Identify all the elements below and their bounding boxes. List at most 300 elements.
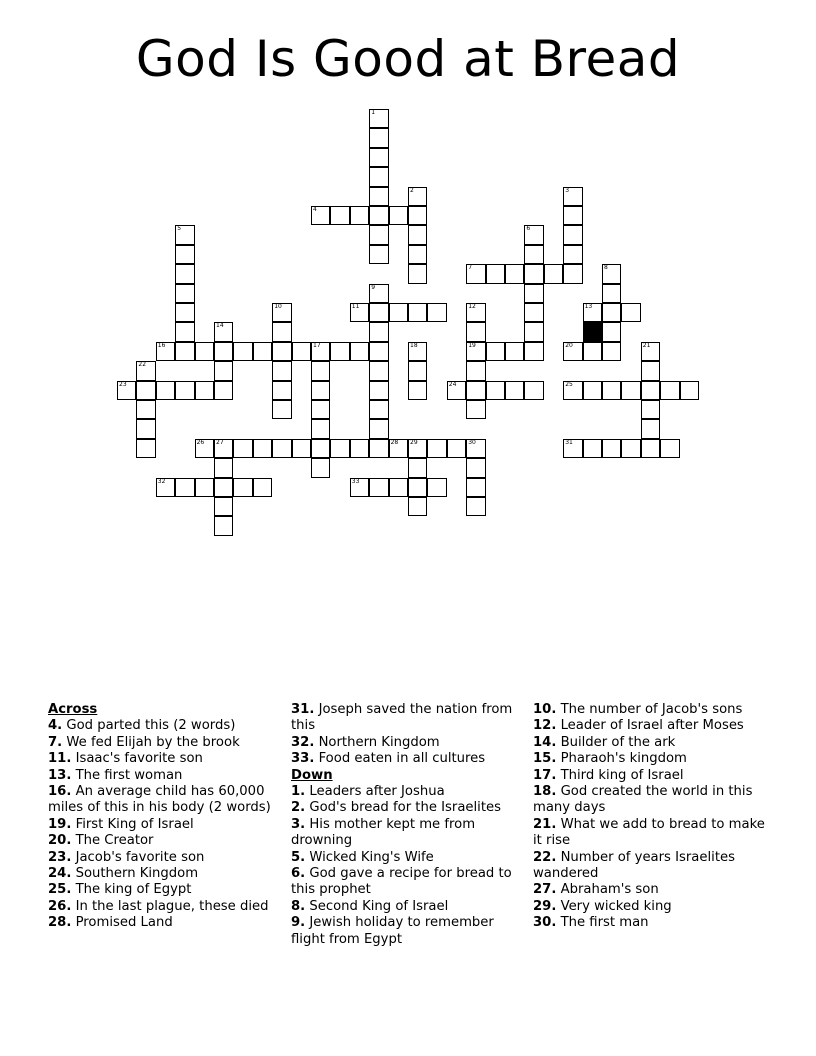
grid-cell[interactable]: [253, 439, 272, 458]
grid-cell[interactable]: [486, 264, 505, 283]
grid-cell[interactable]: [369, 128, 388, 147]
grid-cell[interactable]: [621, 439, 640, 458]
clue-number-label: 21.: [533, 816, 557, 832]
grid-cell[interactable]: [505, 264, 524, 283]
clue-item: [533, 768, 769, 784]
grid-cell[interactable]: [466, 458, 485, 477]
clue-number-label: 27.: [533, 882, 557, 898]
clue-number: 23: [119, 380, 127, 388]
clue-item: [291, 735, 521, 751]
grid-cell[interactable]: [175, 264, 194, 283]
clue-text: Leaders after Joshua: [305, 784, 445, 800]
grid-cell[interactable]: [350, 439, 369, 458]
clue-text: The king of Egypt: [71, 882, 192, 898]
down-clue-list: [291, 784, 521, 948]
grid-cell[interactable]: [195, 381, 214, 400]
grid-cell[interactable]: [369, 245, 388, 264]
grid-cell[interactable]: [136, 419, 155, 438]
across-heading: Across: [48, 702, 98, 717]
grid-cell[interactable]: [272, 303, 291, 322]
clue-item: [291, 817, 521, 850]
clue-number-label: 9.: [291, 915, 306, 931]
grid-cell[interactable]: [311, 400, 330, 419]
grid-cell[interactable]: [583, 303, 602, 322]
grid-cell[interactable]: [175, 284, 194, 303]
clue-number: 7: [468, 264, 473, 272]
clue-text: An average child has 60,000 miles of this in his body (2 words): [48, 784, 271, 816]
clue-number: 11: [351, 303, 360, 310]
clue-text: Southern Kingdom: [71, 866, 199, 882]
clue-number-label: 7.: [48, 734, 63, 750]
grid-cell[interactable]: [330, 439, 349, 458]
grid-cell[interactable]: [175, 245, 194, 264]
grid-cell[interactable]: [369, 187, 388, 206]
grid-cell[interactable]: [311, 342, 330, 361]
grid-cell[interactable]: [466, 322, 485, 341]
clue-number-label: 12.: [533, 718, 557, 734]
clue-number-label: 18.: [533, 784, 557, 800]
grid-cell[interactable]: [195, 439, 214, 458]
grid-cell[interactable]: [136, 361, 155, 380]
clue-number: 5: [177, 225, 182, 233]
clue-text: What we add to bread to make it rise: [533, 816, 765, 849]
grid-cell[interactable]: [195, 478, 214, 497]
grid-cell[interactable]: [563, 439, 582, 458]
grid-cell[interactable]: [466, 303, 485, 322]
clue-item: [533, 899, 769, 915]
clue-number: 24: [448, 380, 457, 388]
clue-number-label: 31.: [291, 702, 315, 717]
clues-column-2: [291, 702, 521, 948]
clue-number: 22: [138, 361, 147, 369]
grid-cell[interactable]: [408, 478, 427, 497]
grid-cell[interactable]: [233, 439, 252, 458]
clue-item: [533, 850, 769, 883]
grid-cell[interactable]: [447, 381, 466, 400]
grid-cell[interactable]: [389, 439, 408, 458]
clue-number: 13: [584, 303, 593, 310]
grid-cell[interactable]: [369, 478, 388, 497]
grid-cell[interactable]: [408, 439, 427, 458]
clue-number: 31: [565, 438, 573, 446]
grid-cell[interactable]: [524, 264, 543, 283]
clue-number-label: 29.: [533, 898, 557, 914]
grid-cell[interactable]: [330, 342, 349, 361]
grid-cell[interactable]: [466, 497, 485, 516]
grid-cell[interactable]: [389, 478, 408, 497]
grid-cell[interactable]: [214, 497, 233, 516]
grid-cell[interactable]: [563, 264, 582, 283]
clue-text: Leader of Israel after Moses: [556, 718, 744, 734]
grid-cell[interactable]: [214, 322, 233, 341]
clue-number: 3: [565, 186, 570, 194]
grid-cell[interactable]: [524, 322, 543, 341]
grid-cell[interactable]: [680, 381, 699, 400]
grid-cell[interactable]: [602, 439, 621, 458]
grid-cell[interactable]: [253, 478, 272, 497]
grid-cell[interactable]: [175, 342, 194, 361]
clue-item: [533, 817, 769, 850]
grid-cell[interactable]: [369, 148, 388, 167]
grid-cell[interactable]: [272, 400, 291, 419]
clue-number: 32: [157, 477, 166, 485]
clue-item: [291, 751, 521, 767]
grid-cell[interactable]: [175, 322, 194, 341]
clue-item: [48, 751, 280, 767]
grid-cell[interactable]: [408, 225, 427, 244]
clue-item: [533, 915, 769, 931]
clue-number: 12: [468, 303, 476, 310]
clue-number: 9: [371, 283, 376, 291]
grid-cell[interactable]: [369, 206, 388, 225]
grid-cell[interactable]: [524, 381, 543, 400]
clue-item: [48, 833, 280, 849]
clue-text: In the last plague, these died: [71, 898, 269, 914]
grid-cell[interactable]: [524, 245, 543, 264]
grid-cell[interactable]: [369, 400, 388, 419]
clue-text: Food eaten in all cultures: [314, 751, 486, 767]
grid-cell[interactable]: [350, 478, 369, 497]
grid-cell[interactable]: [292, 342, 311, 361]
clue-number: 16: [157, 341, 166, 349]
clue-number-label: 13.: [48, 767, 72, 783]
clue-item: [48, 735, 280, 751]
clue-number: 29: [410, 438, 418, 446]
grid-cell[interactable]: [233, 478, 252, 497]
grid-cell[interactable]: [369, 225, 388, 244]
grid-cell[interactable]: [175, 478, 194, 497]
down-heading: Down: [291, 767, 333, 783]
clue-text: The Creator: [71, 833, 154, 849]
grid-cell[interactable]: [602, 342, 621, 361]
grid-cell[interactable]: [272, 439, 291, 458]
clue-number-label: 6.: [291, 866, 306, 882]
grid-cell[interactable]: [214, 439, 233, 458]
clue-number: 1: [371, 109, 376, 116]
grid-cell[interactable]: [369, 284, 388, 303]
grid-cell[interactable]: [156, 478, 175, 497]
grid-cell[interactable]: [408, 206, 427, 225]
grid-cell[interactable]: [292, 439, 311, 458]
clue-number-label: 5.: [291, 849, 306, 865]
grid-cell[interactable]: [214, 342, 233, 361]
clue-number-label: 11.: [48, 751, 72, 767]
grid-cell[interactable]: [272, 322, 291, 341]
clue-text: Second King of Israel: [305, 898, 449, 914]
grid-cell[interactable]: [369, 381, 388, 400]
clue-number-label: 24.: [48, 866, 72, 882]
grid-cell[interactable]: [369, 303, 388, 322]
grid-cell[interactable]: [156, 381, 175, 400]
clue-text: God parted this (2 words): [62, 718, 236, 734]
clue-text: Promised Land: [71, 915, 173, 931]
clue-item: [533, 718, 769, 734]
clue-text: Abraham's son: [556, 882, 659, 898]
grid-cell[interactable]: [253, 342, 272, 361]
grid-cell[interactable]: [544, 264, 563, 283]
clue-text: God created the world in this many days: [533, 784, 753, 816]
clue-text: Very wicked king: [556, 898, 672, 914]
down-clue-list-continued: [533, 702, 769, 932]
grid-cell[interactable]: [350, 206, 369, 225]
grid-cell[interactable]: [136, 381, 155, 400]
clue-item: [48, 915, 280, 931]
grid-cell[interactable]: [369, 109, 388, 128]
clue-text: Joseph saved the nation from this: [291, 702, 513, 734]
clue-item: [48, 784, 280, 817]
grid-cell[interactable]: [466, 478, 485, 497]
clue-number-label: 4.: [48, 718, 63, 734]
grid-cell[interactable]: [369, 419, 388, 438]
clue-item: [533, 784, 769, 817]
clue-number-label: 32.: [291, 734, 315, 750]
grid-cell[interactable]: [195, 342, 214, 361]
grid-cell[interactable]: [602, 264, 621, 283]
clue-text: Jacob's favorite son: [71, 849, 205, 865]
grid-cell[interactable]: [466, 264, 485, 283]
grid-cell[interactable]: [408, 458, 427, 477]
clue-item: [48, 817, 280, 833]
grid-cell[interactable]: [214, 478, 233, 497]
clue-item: [533, 751, 769, 767]
grid-cell[interactable]: [641, 419, 660, 438]
grid-cell[interactable]: [563, 206, 582, 225]
clue-number: 28: [390, 438, 399, 446]
clue-text: Builder of the ark: [556, 734, 676, 750]
grid-cell[interactable]: [505, 342, 524, 361]
clue-number-label: 22.: [533, 849, 557, 865]
grid-cell[interactable]: [311, 439, 330, 458]
grid-cell[interactable]: [311, 458, 330, 477]
grid-cell[interactable]: [156, 342, 175, 361]
clue-number: 21: [642, 341, 651, 349]
clue-number: 4: [313, 206, 317, 213]
grid-cell[interactable]: [233, 342, 252, 361]
grid-cell[interactable]: [136, 439, 155, 458]
clue-text: God gave a recipe for bread to this prophet: [291, 866, 512, 898]
clue-item: [291, 702, 521, 735]
clue-text: His mother kept me from drowning: [291, 816, 476, 849]
grid-cell[interactable]: [602, 284, 621, 303]
clue-text: Pharaoh's kingdom: [556, 751, 687, 767]
clue-text: The number of Jacob's sons: [556, 702, 743, 717]
grid-cell[interactable]: [136, 400, 155, 419]
grid-cell[interactable]: [408, 187, 427, 206]
grid-cell[interactable]: [563, 225, 582, 244]
clue-item: [291, 800, 521, 816]
clue-number: 10: [274, 303, 282, 310]
grid-cell[interactable]: [408, 342, 427, 361]
grid-cell[interactable]: [524, 303, 543, 322]
clue-number: 20: [565, 341, 573, 349]
clue-item: [48, 768, 280, 784]
grid-cell[interactable]: [621, 381, 640, 400]
grid-cell[interactable]: [408, 264, 427, 283]
grid-cell[interactable]: [272, 342, 291, 361]
grid-cell[interactable]: [369, 342, 388, 361]
grid-cell[interactable]: [117, 381, 136, 400]
grid-cell[interactable]: [524, 342, 543, 361]
clue-item: [291, 866, 521, 899]
grid-cell[interactable]: [563, 381, 582, 400]
clue-text: The first man: [556, 915, 649, 931]
grid-cell[interactable]: [330, 206, 349, 225]
clue-item: [291, 784, 521, 800]
grid-cell[interactable]: [311, 206, 330, 225]
grid-cell[interactable]: [369, 439, 388, 458]
grid-cell[interactable]: [583, 381, 602, 400]
clue-text: Isaac's favorite son: [71, 751, 203, 767]
clue-item: [48, 882, 280, 898]
grid-cell[interactable]: [175, 303, 194, 322]
grid-cell[interactable]: [369, 167, 388, 186]
grid-cell[interactable]: [408, 303, 427, 322]
grid-cell[interactable]: [369, 322, 388, 341]
grid-cell[interactable]: [175, 225, 194, 244]
clue-number-label: 16.: [48, 784, 72, 800]
puzzle-title: God Is Good at Bread: [135, 30, 681, 88]
clue-text: Northern Kingdom: [314, 734, 440, 750]
clue-number-label: 17.: [533, 767, 557, 783]
grid-cell[interactable]: [408, 245, 427, 264]
grid-cell[interactable]: [583, 439, 602, 458]
clue-item: [291, 899, 521, 915]
clue-number-label: 3.: [291, 816, 306, 832]
grid-cell[interactable]: [408, 381, 427, 400]
clue-number-label: 8.: [291, 898, 306, 914]
grid-cell[interactable]: [466, 342, 485, 361]
clue-text: God's bread for the Israelites: [305, 800, 502, 816]
grid-cell[interactable]: [389, 303, 408, 322]
clue-number-label: 14.: [533, 734, 557, 750]
grid-cell[interactable]: [563, 342, 582, 361]
grid-cell[interactable]: [447, 439, 466, 458]
clue-item: [291, 915, 521, 948]
clues-column-3: [533, 702, 769, 932]
grid-cell[interactable]: [350, 303, 369, 322]
clue-number: 18: [410, 341, 418, 349]
clue-item: [533, 702, 769, 718]
clue-number-label: 25.: [48, 882, 72, 898]
grid-cell[interactable]: [621, 303, 640, 322]
clue-number: 26: [196, 438, 205, 446]
across-clue-list-continued: [291, 702, 521, 768]
clues-column-1: [48, 702, 280, 932]
grid-cell[interactable]: [486, 381, 505, 400]
grid-cell[interactable]: [214, 381, 233, 400]
grid-cell[interactable]: [214, 516, 233, 535]
clue-number: 27: [216, 438, 224, 446]
clue-text: Jewish holiday to remember flight from Egypt: [291, 915, 494, 947]
grid-cell[interactable]: [408, 497, 427, 516]
grid-cell[interactable]: [427, 303, 446, 322]
clue-number-label: 20.: [48, 833, 72, 849]
grid-cell[interactable]: [602, 381, 621, 400]
grid-cell[interactable]: [175, 381, 194, 400]
clue-text: The first woman: [71, 767, 183, 783]
grid-cell[interactable]: [524, 225, 543, 244]
grid-cell[interactable]: [466, 400, 485, 419]
clue-text: Third king of Israel: [556, 767, 684, 783]
clue-item: [533, 735, 769, 751]
grid-cell[interactable]: [641, 381, 660, 400]
clue-item: [48, 899, 280, 915]
clue-text: We fed Elijah by the brook: [62, 734, 240, 750]
clue-number: 17: [313, 341, 321, 349]
clue-text: Wicked King's Wife: [305, 849, 434, 865]
grid-cell[interactable]: [466, 439, 485, 458]
clue-item: [291, 850, 521, 866]
grid-cell[interactable]: [641, 361, 660, 380]
grid-cell[interactable]: [369, 361, 388, 380]
clue-number: 14: [216, 322, 224, 330]
grid-cell[interactable]: [602, 322, 621, 341]
clue-item: [48, 718, 280, 734]
grid-cell[interactable]: [563, 245, 582, 264]
clue-number-label: 30.: [533, 915, 557, 931]
clue-number-label: 23.: [48, 849, 72, 865]
clue-item: [48, 866, 280, 882]
grid-cell[interactable]: [408, 361, 427, 380]
grid-cell[interactable]: [272, 361, 291, 380]
clue-number-label: 19.: [48, 816, 72, 832]
grid-cell[interactable]: [583, 342, 602, 361]
clue-number: 2: [410, 186, 414, 194]
clue-number: 33: [351, 477, 360, 485]
clue-number-label: 10.: [533, 702, 557, 717]
grid-cell[interactable]: [466, 361, 485, 380]
clue-text: Number of years Israelites wandered: [533, 849, 735, 882]
clue-number: 30: [468, 438, 476, 446]
grid-cell[interactable]: [602, 303, 621, 322]
grid-cell[interactable]: [505, 381, 524, 400]
grid-cell[interactable]: [214, 361, 233, 380]
clue-number: 8: [604, 264, 608, 272]
grid-cell[interactable]: [641, 400, 660, 419]
grid-cell[interactable]: [486, 342, 505, 361]
black-square: [583, 322, 602, 341]
clue-number-label: 33.: [291, 751, 315, 767]
grid-cell[interactable]: [563, 187, 582, 206]
clue-number: 6: [526, 225, 531, 233]
clue-number-label: 28.: [48, 915, 72, 931]
grid-cell[interactable]: [524, 284, 543, 303]
grid-cell[interactable]: [272, 381, 291, 400]
clue-text: First King of Israel: [71, 816, 194, 832]
grid-cell[interactable]: [311, 419, 330, 438]
grid-cell[interactable]: [660, 381, 679, 400]
clue-number-label: 15.: [533, 751, 557, 767]
grid-cell[interactable]: [427, 439, 446, 458]
grid-cell[interactable]: [466, 381, 485, 400]
clue-number: 19: [468, 341, 476, 349]
grid-cell[interactable]: [641, 439, 660, 458]
grid-cell[interactable]: [641, 342, 660, 361]
grid-cell[interactable]: [427, 478, 446, 497]
grid-cell[interactable]: [350, 342, 369, 361]
grid-cell[interactable]: [214, 458, 233, 477]
clue-item: [533, 882, 769, 898]
clue-number: 25: [565, 380, 573, 388]
across-clue-list: [48, 718, 280, 931]
grid-cell[interactable]: [311, 381, 330, 400]
clue-item: [48, 850, 280, 866]
grid-cell[interactable]: [389, 206, 408, 225]
clue-number-label: 1.: [291, 784, 306, 800]
grid-cell[interactable]: [311, 361, 330, 380]
grid-cell[interactable]: [660, 439, 679, 458]
clue-number-label: 2.: [291, 800, 306, 816]
